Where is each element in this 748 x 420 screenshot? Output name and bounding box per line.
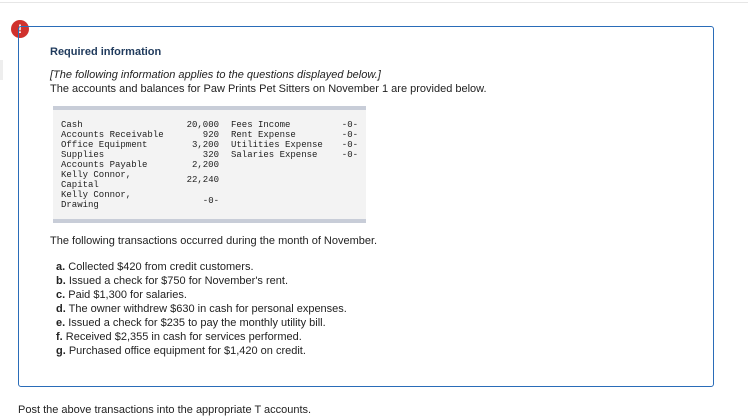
transaction-letter: e. (56, 317, 66, 329)
panel-description: The accounts and balances for Paw Prints Pet Sitters on November 1 are provided below. (50, 83, 487, 95)
transaction-letter: f. (56, 331, 63, 343)
transaction-text: Received $2,355 in cash for services performed. (65, 331, 302, 343)
panel-note: [The following information applies to the questions displayed below.] (50, 69, 381, 81)
instruction-text: Post the above transactions into the appropriate T accounts. (18, 404, 312, 416)
transaction-item (56, 316, 347, 330)
transaction-text: Collected $420 from credit customers. (68, 261, 254, 273)
transaction-letter: d. (56, 303, 66, 315)
transaction-letter: b. (56, 275, 66, 287)
panel-intro (50, 68, 487, 96)
account-name: Accounts Payable (61, 160, 148, 170)
transaction-item (56, 288, 347, 302)
required-information-panel (18, 26, 714, 387)
transaction-item (56, 274, 347, 288)
transaction-text: The owner withdrew $630 in cash for personal expenses. (68, 303, 347, 315)
account-value: 22,240 (186, 175, 219, 185)
account-value: -0- (341, 150, 358, 160)
transactions-intro: The following transactions occurred during the month of November. (50, 235, 378, 247)
account-value: 3,200 (191, 140, 219, 150)
transaction-item (56, 330, 347, 344)
account-name: Cash (61, 120, 83, 130)
transaction-letter: c. (56, 289, 66, 301)
account-balances-table (53, 106, 366, 223)
transactions-list (56, 260, 347, 358)
account-value: -0- (341, 130, 358, 140)
transaction-text: Purchased office equipment for $1,420 on credit. (68, 345, 306, 357)
account-name: Office Equipment (61, 140, 148, 150)
account-value: 20,000 (186, 120, 219, 130)
transaction-text: Paid $1,300 for salaries. (68, 289, 187, 301)
account-value: -0- (341, 120, 358, 130)
account-value: -0- (341, 140, 358, 150)
transaction-letter: g. (56, 345, 66, 357)
top-divider (0, 2, 748, 3)
account-value: -0- (202, 196, 219, 206)
transaction-text: Issued a check for $235 to pay the monthly utility bill. (68, 317, 326, 329)
account-value: 920 (202, 130, 219, 140)
panel-title: Required information (50, 46, 162, 58)
account-name: Supplies (61, 150, 105, 160)
account-name: Accounts Receivable (61, 130, 164, 140)
account-name: Fees Income (231, 120, 291, 130)
transaction-item (56, 344, 347, 358)
account-name: Rent Expense (231, 130, 296, 140)
transaction-letter: a. (56, 261, 66, 273)
alert-icon: ! (11, 20, 29, 38)
account-name: Kelly Connor, Drawing (61, 190, 132, 210)
account-value: 2,200 (191, 160, 219, 170)
transaction-text: Issued a check for $750 for November's rent. (68, 275, 288, 287)
transaction-item (56, 260, 347, 274)
account-name: Utilities Expense (231, 140, 323, 150)
account-name: Kelly Connor, Capital (61, 170, 132, 190)
side-edge (0, 60, 3, 80)
transaction-item (56, 302, 347, 316)
account-value: 320 (202, 150, 219, 160)
account-name: Salaries Expense (231, 150, 318, 160)
